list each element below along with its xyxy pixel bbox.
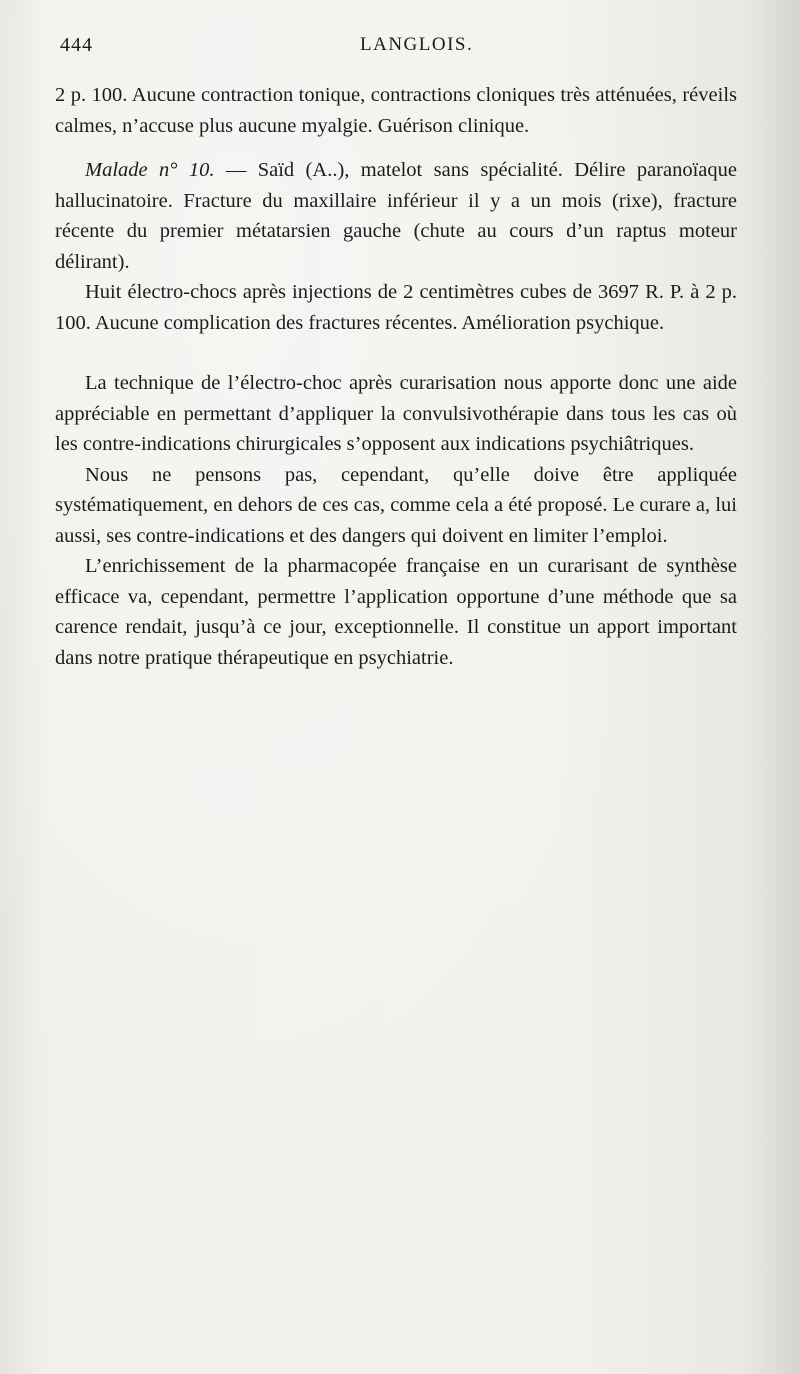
case-description — [55, 155, 737, 277]
conclusion-paragraph-3: L’enrichissement de la pharmacopée française en un curarisant de synthèse efficace va, cependant, permettre l’application opportune d’une méthode que sa carence rendait, jusqu’à ce jour, exceptionnelle. Il constitue un apport important dans notre pratique thérapeutique en psychiatrie. — [55, 555, 737, 669]
page-header — [60, 34, 740, 62]
case-continuation: 2 p. 100. Aucune contraction tonique, contractions cloniques très atténuées, réveils calmes, n’accuse plus aucune myalgie. Guérison clinique. — [55, 84, 737, 137]
case-treatment: Huit électro-chocs après injections de 2 centimètres cubes de 3697 R. P. à 2 p. 100. Aucune complication des fractures récentes. Amélioration psychique. — [55, 281, 737, 334]
conclusion-paragraph-2: Nous ne pensons pas, cependant, qu’elle doive être appliquée systématiquement, en dehors de ces cas, comme cela a été proposé. Le curare a, lui aussi, ses contre-indications et des dangers qui doivent en limiter l’emploi. — [55, 463, 737, 547]
body-text — [55, 80, 737, 673]
case-text: — Saïd (A..), matelot sans spécialité. Délire paranoïaque hallucinatoire. Fracture du maxillaire inférieur il y a un mois (rixe), fracture récente du premier métatarsien gauche (chute au cours d’un raptus moteur délirant). — [55, 159, 737, 273]
case-label: Malade n° 10. — [85, 159, 215, 181]
running-head: LANGLOIS. — [360, 34, 474, 55]
page-number: 444 — [60, 34, 93, 56]
conclusion-paragraph-1: La technique de l’électro-choc après curarisation nous apporte donc une aide appréciable en permettant d’appliquer la convulsivothérapie dans tous les cas où les contre-indications chirurgicales s’opposent aux indications psychiâtriques. — [55, 372, 737, 455]
